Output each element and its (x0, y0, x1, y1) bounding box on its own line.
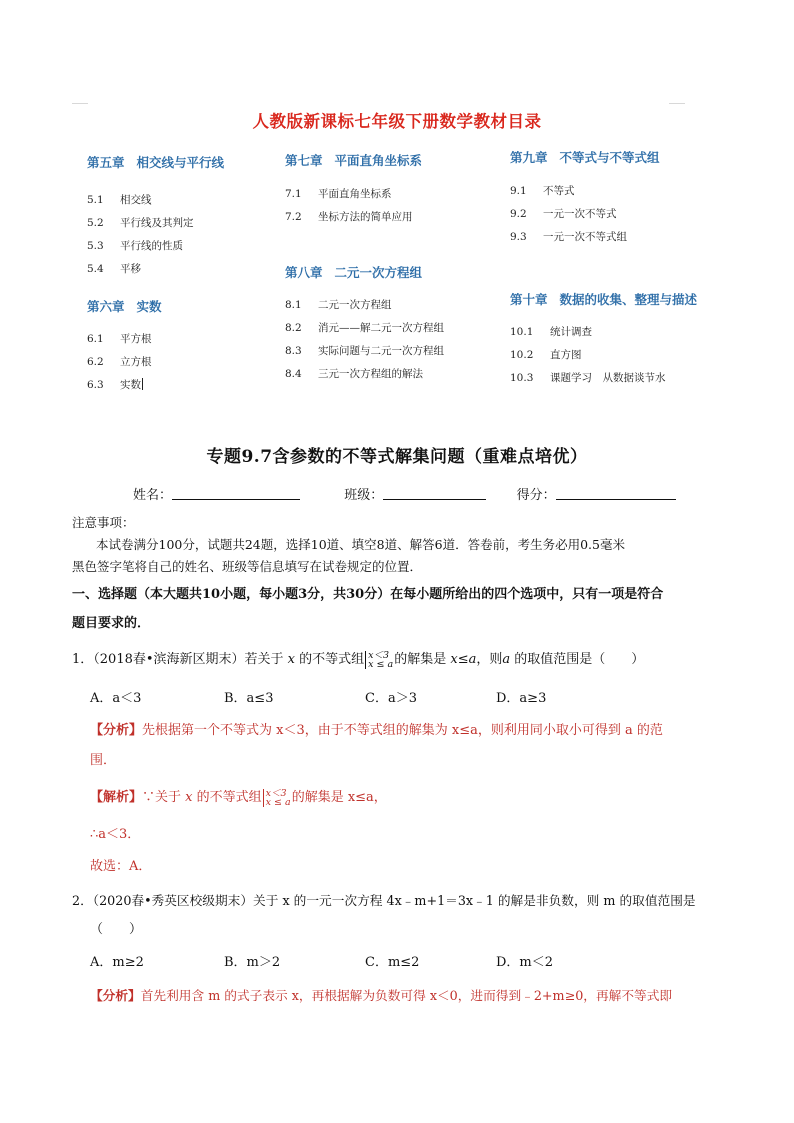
chapter-heading: 第八章 二元一次方程组 (285, 265, 423, 280)
toc-item: 5.4 平移 (87, 263, 141, 275)
toc-column-1 (87, 154, 224, 397)
toc-item: 9.3 一元一次不等式组 (510, 231, 627, 243)
toc-item: 7.2 坐标方法的简单应用 (285, 211, 413, 223)
toc-item: 8.1 二元一次方程组 (285, 299, 392, 311)
toc-column-2 (285, 152, 444, 386)
toc-item: 7.1 平面直角坐标系 (285, 188, 392, 200)
q1-option-c[interactable]: C．a＞3 (365, 691, 417, 706)
q1-analysis: 【分析】先根据第一个不等式为 x＜3，由于不等式组的解集为 x≤a，则利用同小取小可得到 a 的范 (90, 723, 663, 738)
toc-item: 10.2 直方图 (510, 349, 582, 361)
inequality-system: x＜3 x ≤ a (365, 651, 393, 669)
toc-item: 9.2 一元一次不等式 (510, 208, 617, 220)
section-1-heading-cont: 题目要求的． (72, 616, 151, 631)
name-field[interactable] (172, 487, 300, 500)
notice-line-2: 黑色签字笔将自己的姓名、班级等信息填写在试卷规定的位置． (72, 559, 423, 574)
toc-item: 5.3 平行线的性质 (87, 240, 183, 252)
toc-item: 5.2 平行线及其判定 (87, 217, 194, 229)
section-1-heading: 一、选择题（本大题共10小题，每小题3分，共30分）在每小题所给出的四个选项中，只有一项是符合 (72, 587, 664, 602)
inequality-system: x＜3 x ≤ a (263, 789, 291, 807)
toc-item: 6.1 平方根 (87, 333, 152, 345)
q2-option-c[interactable]: C．m≤2 (365, 955, 420, 970)
score-field[interactable] (556, 487, 676, 500)
q1-therefore: ∴a＜3． (90, 827, 141, 842)
toc-item: 8.2 消元——解二元一次方程组 (285, 322, 444, 334)
q1-option-a[interactable]: A．a＜3 (90, 691, 142, 706)
q1-option-d[interactable]: D．a≥3 (496, 691, 547, 706)
toc-item: 8.4 三元一次方程组的解法 (285, 368, 423, 380)
header-mark-left (72, 103, 88, 104)
q1-analysis-cont: 围． (90, 753, 117, 768)
toc-item: 10.3 课题学习 从数据谈节水 (510, 372, 666, 384)
toc-column-3 (510, 149, 697, 390)
toc-item: 6.2 立方根 (87, 356, 152, 368)
chapter-heading: 第五章 相交线与平行线 (87, 155, 225, 170)
name-label: 姓名： (133, 488, 173, 503)
q2-option-a[interactable]: A．m≥2 (90, 955, 144, 970)
toc-item: 10.1 统计调查 (510, 326, 592, 338)
q1-answer: 故选：A． (90, 859, 152, 874)
exam-title: 专题9.7含参数的不等式解集问题（重难点培优） (206, 447, 588, 467)
class-field[interactable] (383, 487, 486, 500)
score-label: 得分： (516, 488, 556, 503)
class-label: 班级： (344, 488, 384, 503)
toc-title: 人教版新课标七年级下册数学教材目录 (252, 112, 542, 131)
q1-solution: 【解析】∵关于 x 的不等式组 x＜3 x ≤ a的解集是 x≤a， (90, 787, 387, 808)
chapter-heading: 第九章 不等式与不等式组 (510, 150, 660, 165)
notice-title: 注意事项： (72, 515, 135, 530)
header-mark-right (669, 103, 685, 104)
question-1-stem: 1．（2018春•滨海新区期末）若关于 x 的不等式组 x＜3 x ≤ a的解集是 x≤a，则a 的取值范围是（ ） (72, 649, 645, 670)
q1-option-b[interactable]: B．a≤3 (224, 691, 274, 706)
student-info-line (133, 484, 676, 503)
chapter-heading: 第十章 数据的收集、整理与描述 (510, 292, 698, 307)
notice-line-1: 本试卷满分100分，试题共24题，选择10道、填空8道、解答6道．答卷前，考生务必用0.5毫米 (96, 537, 625, 552)
chapter-heading: 第六章 实数 (87, 299, 162, 314)
q2-option-d[interactable]: D．m＜2 (496, 955, 554, 970)
chapter-heading: 第七章 平面直角坐标系 (285, 153, 423, 168)
q2-option-b[interactable]: B．m＞2 (224, 955, 281, 970)
toc-item: 9.1 不等式 (510, 185, 575, 197)
toc-item: 6.3 实数 (87, 379, 141, 391)
toc-item: 5.1 相交线 (87, 194, 152, 206)
question-2-stem-cont: （ ） (90, 922, 143, 937)
text-cursor (142, 378, 143, 390)
question-2-stem: 2．（2020春•秀英区校级期末）关于 x 的一元一次方程 4x﹣m+1＝3x﹣1 的解是非负数，则 m 的取值范围是 (72, 893, 696, 908)
toc-item: 8.3 实际问题与二元一次方程组 (285, 345, 444, 357)
q2-analysis: 【分析】首先利用含 m 的式子表示 x，再根据解为负数可得 x＜0，进而得到﹣2+m≥0，再解不等式即 (90, 988, 673, 1003)
